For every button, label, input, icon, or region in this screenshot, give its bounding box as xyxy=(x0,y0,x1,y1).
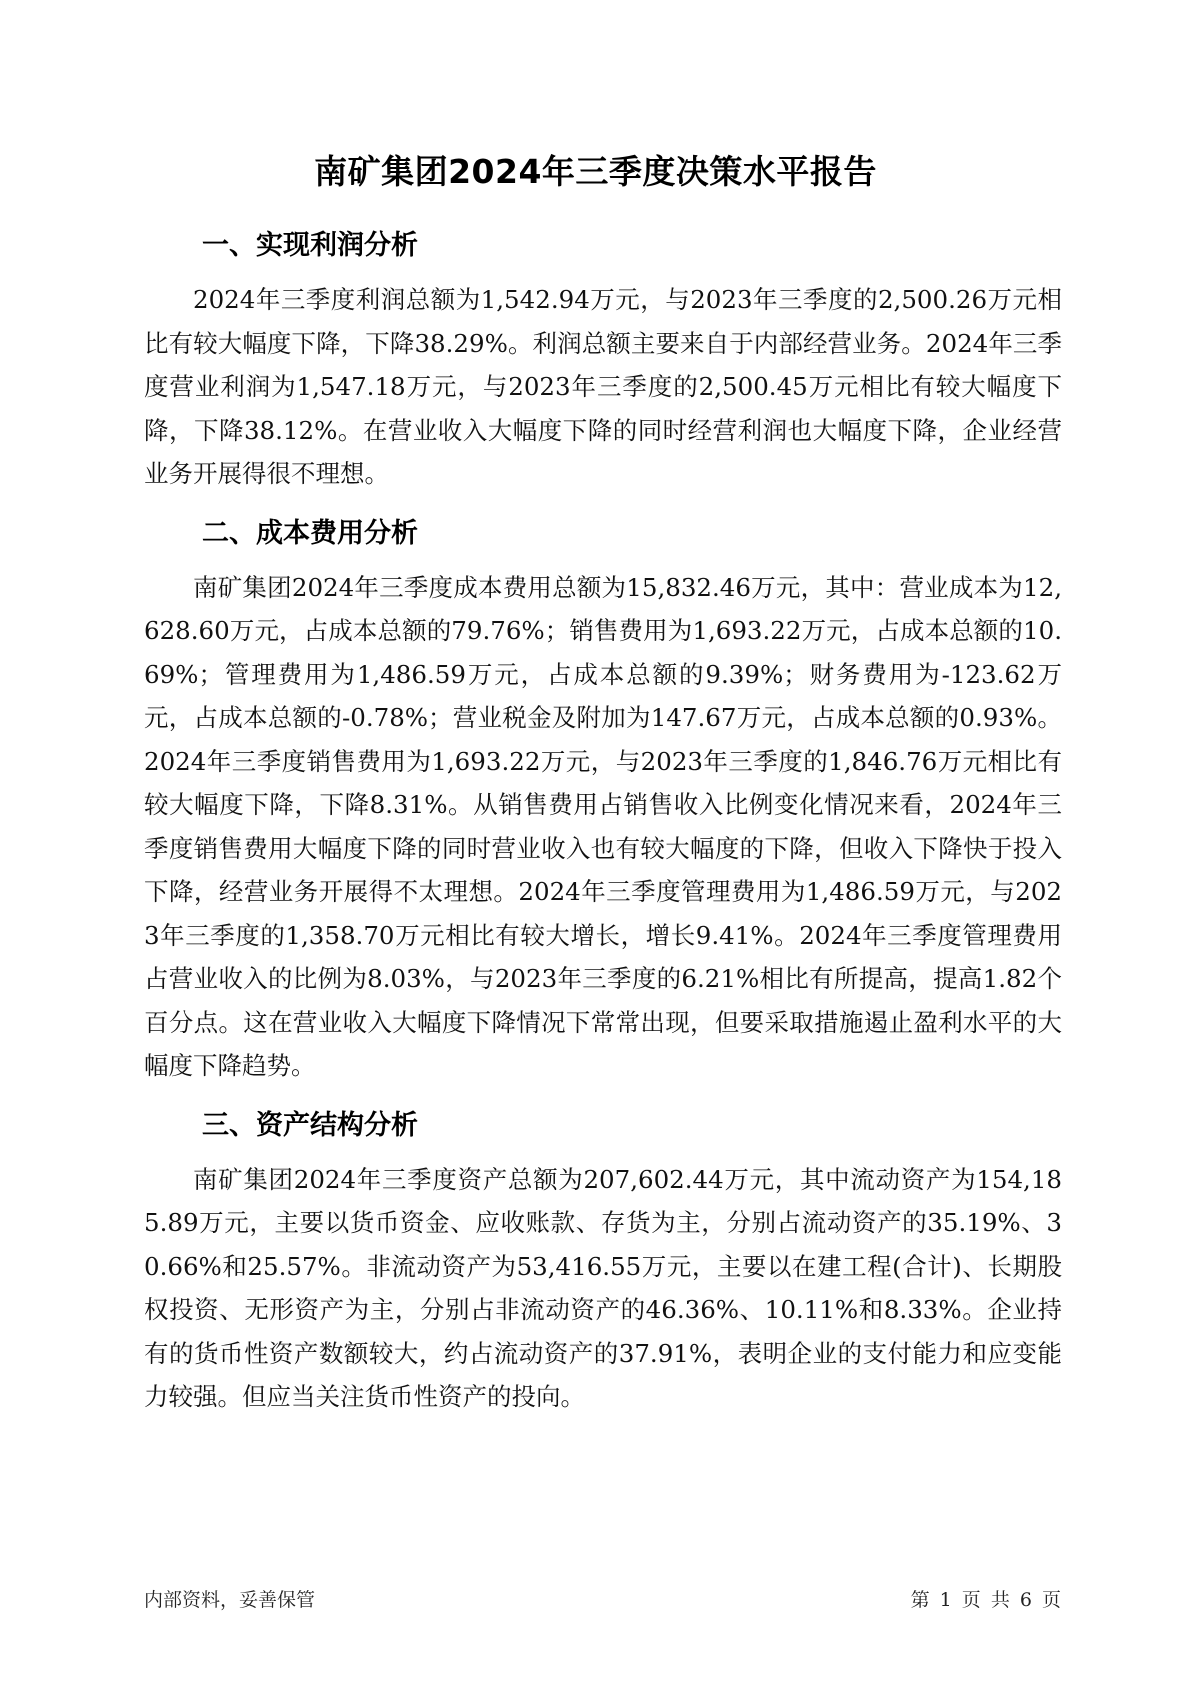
footer-confidential-note: 内部资料，妥善保管 xyxy=(144,1589,316,1611)
section-cost-analysis xyxy=(144,514,1062,1088)
section-paragraph: 南矿集团2024年三季度成本费用总额为15,832.46万元，其中：营业成本为12,628.60万元，占成本总额的79.76%；销售费用为1,693.22万元，占成本总额的10.69%；管理费用为1,486.59万元，占成本总额的9.39%；财务费用为-123.62万元，占成本总额的-0.78%；营业税金及附加为147.67万元，占成本总额的0.93%。2024年三季度销售费用为1,693.22万元，与2023年三季度的1,846.76万元相比有较大幅度下降，下降8.31%。从销售费用占销售收入比例变化情况来看，2024年三季度销售费用大幅度下降的同时营业收入也有较大幅度的下降，但收入下降快于投入下降，经营业务开展得不太理想。2024年三季度管理费用为1,486.59万元，与2023年三季度的1,358.70万元相比有较大增长，增长9.41%。2024年三季度管理费用占营业收入的比例为8.03%，与2023年三季度的6.21%相比有所提高，提高1.82个百分点。这在营业收入大幅度下降情况下常常出现，但要采取措施遏止盈利水平的大幅度下降趋势。 xyxy=(144,572,1062,1080)
footer-page-number: 第 1 页 共 6 页 xyxy=(910,1589,1061,1611)
section-heading: 二、成本费用分析 xyxy=(202,517,418,549)
section-heading: 三、资产结构分析 xyxy=(202,1109,418,1141)
document-body xyxy=(144,226,1062,1437)
section-asset-structure xyxy=(144,1106,1062,1419)
section-profit-analysis xyxy=(144,226,1062,496)
document-title: 南矿集团2024年三季度决策水平报告 xyxy=(314,152,877,191)
section-paragraph: 2024年三季度利润总额为1,542.94万元，与2023年三季度的2,500.26万元相比有较大幅度下降，下降38.29%。利润总额主要来自于内部经营业务。2024年三季度营业利润为1,547.18万元，与2023年三季度的2,500.45万元相比有较大幅度下降，下降38.12%。在营业收入大幅度下降的同时经营利润也大幅度下降，企业经营业务开展得很不理想。 xyxy=(144,285,1062,488)
section-paragraph: 南矿集团2024年三季度资产总额为207,602.44万元，其中流动资产为154,185.89万元，主要以货币资金、应收账款、存货为主，分别占流动资产的35.19%、30.66%和25.57%。非流动资产为53,416.55万元，主要以在建工程(合计)、长期股权投资、无形资产为主，分别占非流动资产的46.36%、10.11%和8.33%。企业持有的货币性资产数额较大，约占流动资产的37.91%，表明企业的支付能力和应变能力较强。但应当关注货币性资产的投向。 xyxy=(144,1164,1062,1411)
section-heading: 一、实现利润分析 xyxy=(202,230,418,261)
